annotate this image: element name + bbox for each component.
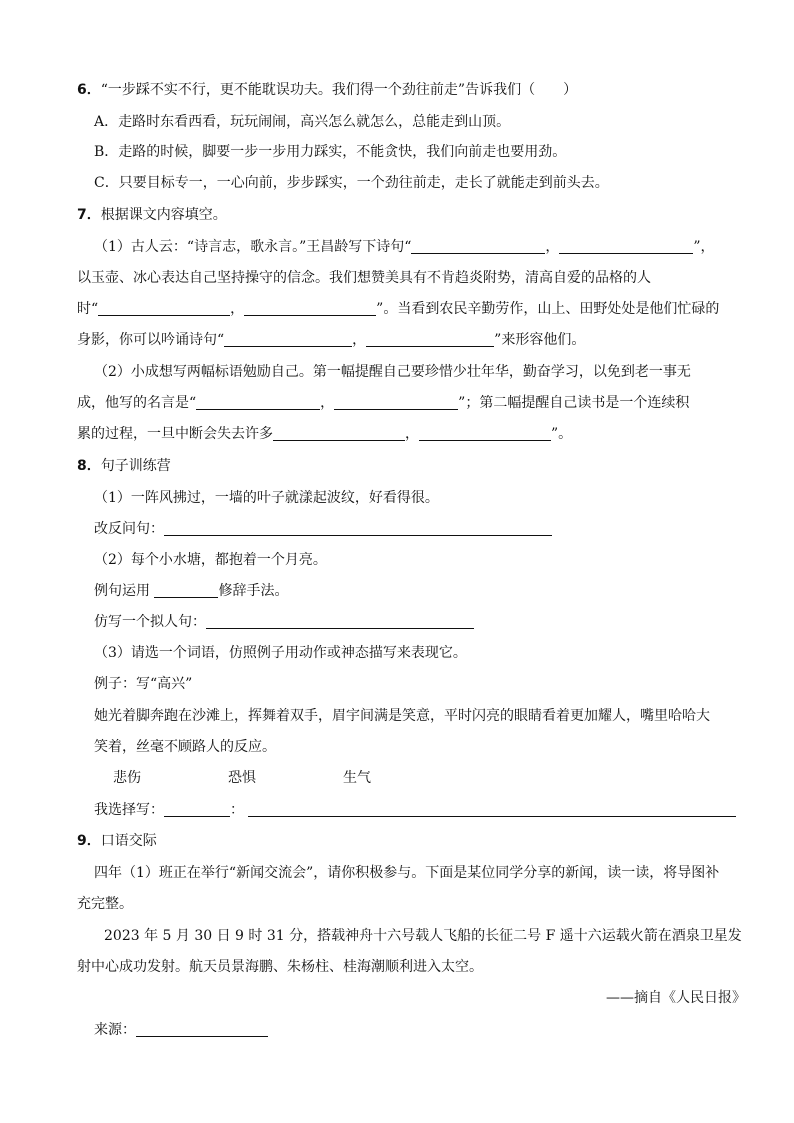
- q9-source-note: ——摘自《人民日报》: [606, 990, 746, 1006]
- q7-blank-3[interactable]: [98, 299, 230, 316]
- q7-p1-line4-a: 身影，你可以吟诵诗句“: [77, 332, 225, 348]
- q7-comma-2: ，: [230, 301, 245, 317]
- q7-title-text: 根据课文内容填空。: [100, 207, 227, 223]
- q8-colon: ：: [230, 802, 244, 818]
- q9-news-2: 射中心成功发射。航天员景海鹏、朱杨柱、桂海潮顺利进入太空。: [77, 959, 483, 975]
- q8-number: 8．: [77, 458, 101, 474]
- q7-blank-10[interactable]: [419, 424, 551, 441]
- q8-word-3: 生气: [343, 770, 371, 786]
- q8-s1: （1）一阵风拂过，一墙的叶子就漾起波纹，好看得很。: [94, 490, 439, 506]
- q9-title-text: 口语交际: [100, 833, 157, 849]
- q8-s2-label-b: 修辞手法。: [218, 583, 289, 599]
- q6-stem-text: “一步踩不实不行，更不能耽误功夫。我们得一个劲往前走”告诉我们（ ）: [100, 82, 578, 98]
- q8-choose: [94, 800, 736, 820]
- q7-p2-line2-end: ”；第二幅提醒自己读书是一个连续积: [458, 395, 690, 411]
- q7-blank-6[interactable]: [366, 330, 494, 347]
- q7-p1-line3: [77, 299, 719, 319]
- q8-example-2: 笑着，丝毫不顾路人的反应。: [94, 739, 276, 755]
- q8-blank-rhetorical[interactable]: [164, 519, 552, 536]
- q8-s2-label-a: 例句运用: [94, 583, 150, 599]
- q8-title-text: 句子训练营: [100, 458, 171, 474]
- q7-p2-line3-a: 累的过程，一旦中断会失去许多: [77, 426, 273, 442]
- q7-p1-shi: 时“: [77, 301, 99, 317]
- q7-blank-8[interactable]: [334, 393, 458, 410]
- q7-blank-9[interactable]: [273, 424, 405, 441]
- q7-comma-1: ，: [545, 239, 560, 255]
- q9-source: [94, 1020, 268, 1040]
- q7-p1-line4: [77, 330, 585, 350]
- q7-blank-2[interactable]: [559, 237, 693, 254]
- q7-p1-text-a: （1）古人云：“诗言志，歌永言。”王昌龄写下诗句“: [94, 239, 412, 255]
- q8-s1-label: 改反问句：: [94, 521, 164, 537]
- q8-example-label: 例子：写“高兴”: [94, 676, 193, 692]
- q8-title: [77, 456, 171, 476]
- q7-blank-7[interactable]: [196, 393, 320, 410]
- q7-p2-line2-a: 成，他写的名言是“: [77, 395, 197, 411]
- q7-p2-line2: [77, 393, 689, 413]
- q8-s2-imitate-label: 仿写一个拟人句：: [94, 614, 206, 630]
- q6-stem: [77, 80, 577, 100]
- q7-blank-1[interactable]: [411, 237, 545, 254]
- q9-news-1: 2023 年 5 月 30 日 9 时 31 分，搭载神舟十六号载人飞船的长征二号 F 遥十六运载火箭在酒泉卫星发: [104, 928, 742, 944]
- q7-p2-line3-end: ”。: [551, 426, 573, 442]
- q8-blank-device[interactable]: [154, 581, 218, 598]
- q7-p2-line3: [77, 424, 572, 444]
- q7-p1-line1: [94, 237, 715, 257]
- q9-intro-2: 充完整。: [77, 896, 133, 912]
- q8-s2-answer: [94, 581, 288, 601]
- q7-comma-4: ，: [320, 395, 335, 411]
- q8-word-1: 悲伤: [113, 770, 141, 786]
- q7-p2-line1: （2）小成想写两幅标语勉励自己。第一幅提醒自己要珍惜少壮年华，勤奋学习，以免到老一事无: [94, 364, 691, 380]
- q8-blank-word[interactable]: [164, 800, 230, 817]
- q7-p1-line3-end: ”。当看到农民辛勤劳作，山上、田野处处是他们忙碌的: [376, 301, 720, 317]
- q7-title: [77, 205, 227, 225]
- q6-option-c: C．只要目标专一，一心向前，步步踩实，一个劲往前走，走长了就能走到前头去。: [94, 175, 609, 191]
- q8-s1-answer: [94, 519, 552, 539]
- q8-blank-personification[interactable]: [206, 612, 474, 629]
- q8-s2-imitate: [94, 612, 474, 632]
- q6-option-b: B．走路的时候，脚要一步一步用力踩实，不能贪快，我们向前走也要用劲。: [94, 144, 567, 160]
- q8-example-1: 她光着脚奔跑在沙滩上，挥舞着双手，眉宇间满是笑意，平时闪亮的眼睛看着更加耀人，嘴里哈哈大: [94, 708, 710, 724]
- q6-option-a: A．走路时东看西看，玩玩闹闹，高兴怎么就怎么，总能走到山顶。: [94, 114, 511, 130]
- q8-s2: （2）每个小水塘，都抱着一个月亮。: [94, 552, 327, 568]
- q7-blank-5[interactable]: [224, 330, 352, 347]
- q9-intro-1: 四年（1）班正在举行“新闻交流会”，请你积极参与。下面是某位同学分享的新闻，读一读，将导图补: [94, 865, 720, 881]
- q7-p1-text-b: ”，: [693, 239, 715, 255]
- q9-source-label: 来源：: [94, 1022, 136, 1038]
- q7-number: 7．: [77, 207, 101, 223]
- q8-choose-label: 我选择写：: [94, 802, 164, 818]
- q9-title: [77, 831, 157, 851]
- q7-p1-line4-end: ”来形容他们。: [494, 332, 586, 348]
- q8-word-2: 恐惧: [228, 770, 256, 786]
- q7-comma-5: ，: [405, 426, 419, 442]
- q9-number: 9．: [77, 833, 101, 849]
- q8-s3: （3）请选一个词语，仿照例子用动作或神态描写来表现它。: [94, 645, 467, 661]
- q7-p1-line2: 以玉壶、冰心表达自己坚持操守的信念。我们想赞美具有不肯趋炎附势，清高自爱的品格的人: [77, 270, 651, 286]
- q7-comma-3: ，: [352, 332, 367, 348]
- q9-blank-source[interactable]: [136, 1020, 268, 1037]
- q6-number: 6．: [77, 82, 101, 98]
- q8-blank-description[interactable]: [248, 800, 736, 817]
- q7-blank-4[interactable]: [244, 299, 376, 316]
